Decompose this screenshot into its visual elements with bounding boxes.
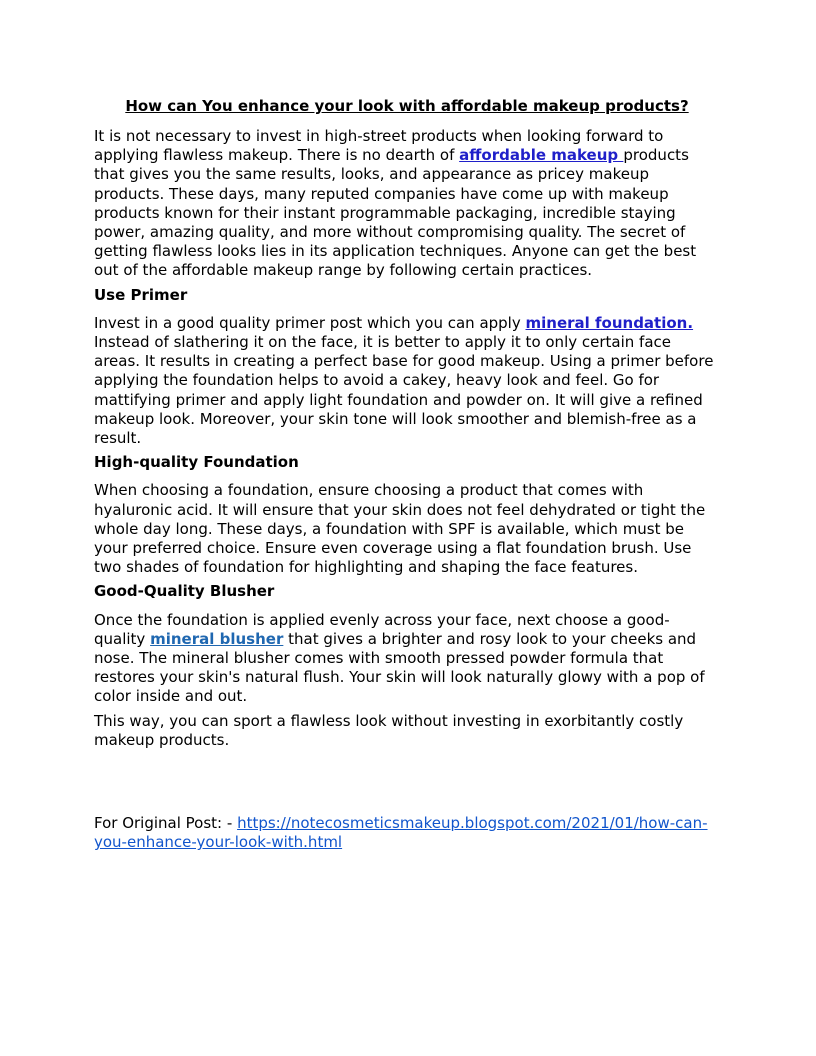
primer-text-after: Instead of slathering it on the face, it is better to apply it to only certain face areas. It results in creating a perfect base for good makeup. Using a primer before applying the foundation helps to avoid a cakey, heavy look and feel. Go for mattifying primer and apply light foundation and powder on. It will give a refined makeup look. Moreover, your skin tone will look smoother and blemish-free as a result. [94,333,714,448]
document-page [94,96,720,858]
original-post-link[interactable]: https://notecosmeticsmakeup.blogspot.com/2021/01/how-can-you-enhance-your-look-with.html [94,814,708,852]
intro-text-before: It is not necessary to invest in high-street products when looking forward to applying flawless makeup. There is no dearth of [94,127,664,165]
document-title: How can You enhance your look with affordable makeup products? [125,97,689,115]
intro-paragraph [94,127,720,281]
blusher-text-after: that gives a brighter and rosy look to your cheeks and nose. The mineral blusher comes with smooth pressed powder formula that restores your skin's natural flush. Your skin will look naturally glowy with a pop of color inside and out. [94,629,705,706]
primer-paragraph [94,314,720,448]
foundation-paragraph: When choosing a foundation, ensure choosing a product that comes with hyaluronic acid. It will ensure that your skin does not feel dehydrated or tight the whole day long. These days, a foundation with SPF is available, which must be your preferred choice. Ensure even coverage using a flat foundation brush. Use two shades of foundation for highlighting and shaping the face features. [94,481,706,577]
blusher-paragraph [94,611,720,707]
original-post-line [94,814,720,852]
blusher-text-before: Once the foundation is applied evenly across your face, next choose a good-quality [94,610,670,648]
primer-text-before: Invest in a good quality primer post which you can apply [94,313,526,332]
affordable-makeup-link[interactable]: affordable makeup [459,146,624,165]
closing-paragraph: This way, you can sport a flawless look without investing in exorbitantly costly makeup products. [94,711,684,749]
mineral-foundation-link[interactable]: mineral foundation. [525,313,694,332]
primer-heading: Use Primer [94,285,188,304]
foundation-heading: High-quality Foundation [94,453,299,472]
mineral-blusher-link[interactable]: mineral blusher [150,629,284,648]
intro-text-after: products that gives you the same results, looks, and appearance as pricey makeup products. These days, many reputed companies have come up with makeup products known for their instant programmable packaging, incredible staying power, amazing quality, and more without compromising quality. The secret of getting flawless looks lies in its application techniques. Anyone can get the best out of the affordable makeup range by following certain practices. [94,146,697,280]
original-post-label: For Original Post: - [94,814,238,833]
blusher-heading: Good-Quality Blusher [94,582,275,601]
